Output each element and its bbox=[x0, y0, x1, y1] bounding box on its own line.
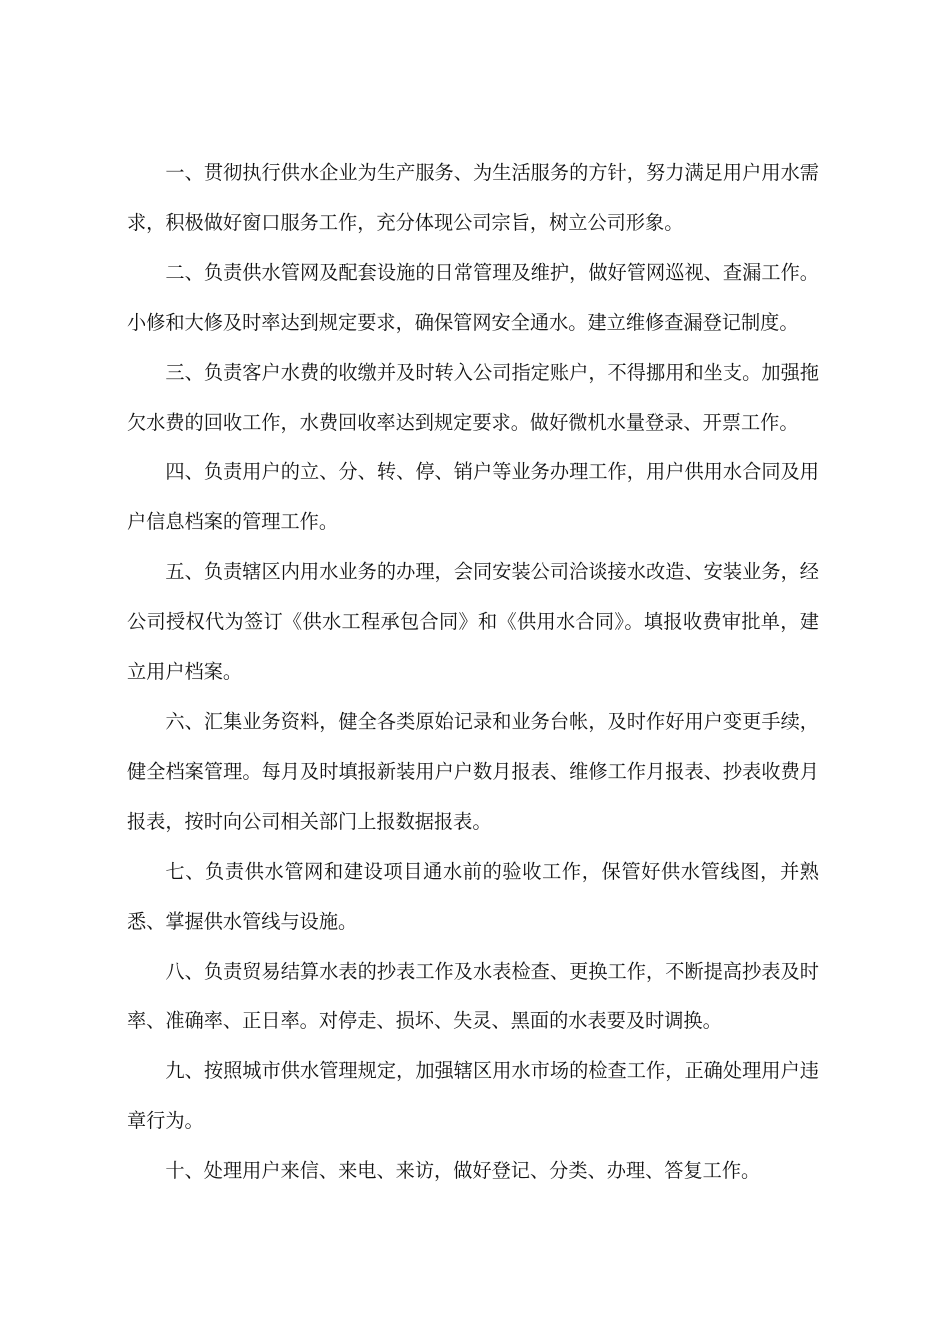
paragraph-6: 六、汇集业务资料，健全各类原始记录和业务台帐，及时作好用户变更手续，健全档案管理。每月及时填报新装用户户数月报表、维修工作月报表、抄表收费月报表，按时向公司相关部门上报数据报表。 bbox=[127, 709, 819, 833]
paragraph-5: 五、负责辖区内用水业务的办理，会同安装公司洽谈接水改造、安装业务，经公司授权代为签订《供水工程承包合同》和《供用水合同》。填报收费审批单，建立用户档案。 bbox=[127, 560, 819, 684]
paragraph-7: 七、负责供水管网和建设项目通水前的验收工作，保管好供水管线图，并熟悉、掌握供水管线与设施。 bbox=[127, 859, 819, 933]
paragraph-4: 四、负责用户的立、分、转、停、销户等业务办理工作，用户供用水合同及用户信息档案的管理工作。 bbox=[127, 460, 819, 534]
paragraph-2: 二、负责供水管网及配套设施的日常管理及维护，做好管网巡视、查漏工作。小修和大修及时率达到规定要求，确保管网安全通水。建立维修查漏登记制度。 bbox=[127, 260, 819, 334]
paragraph-3: 三、负责客户水费的收缴并及时转入公司指定账户，不得挪用和坐支。加强拖欠水费的回收工作，水费回收率达到规定要求。做好微机水量登录、开票工作。 bbox=[127, 360, 819, 434]
paragraph-8: 八、负责贸易结算水表的抄表工作及水表检查、更换工作，不断提高抄表及时率、准确率、正日率。对停走、损坏、失灵、黑面的水表要及时调换。 bbox=[127, 959, 819, 1033]
document-body bbox=[127, 148, 819, 1196]
paragraph-9: 九、按照城市供水管理规定，加强辖区用水市场的检查工作，正确处理用户违章行为。 bbox=[127, 1059, 819, 1133]
paragraph-10: 十、处理用户来信、来电、来访，做好登记、分类、办理、答复工作。 bbox=[165, 1159, 761, 1183]
paragraph-1: 一、贯彻执行供水企业为生产服务、为生活服务的方针，努力满足用户用水需求，积极做好窗口服务工作，充分体现公司宗旨，树立公司形象。 bbox=[127, 161, 819, 234]
